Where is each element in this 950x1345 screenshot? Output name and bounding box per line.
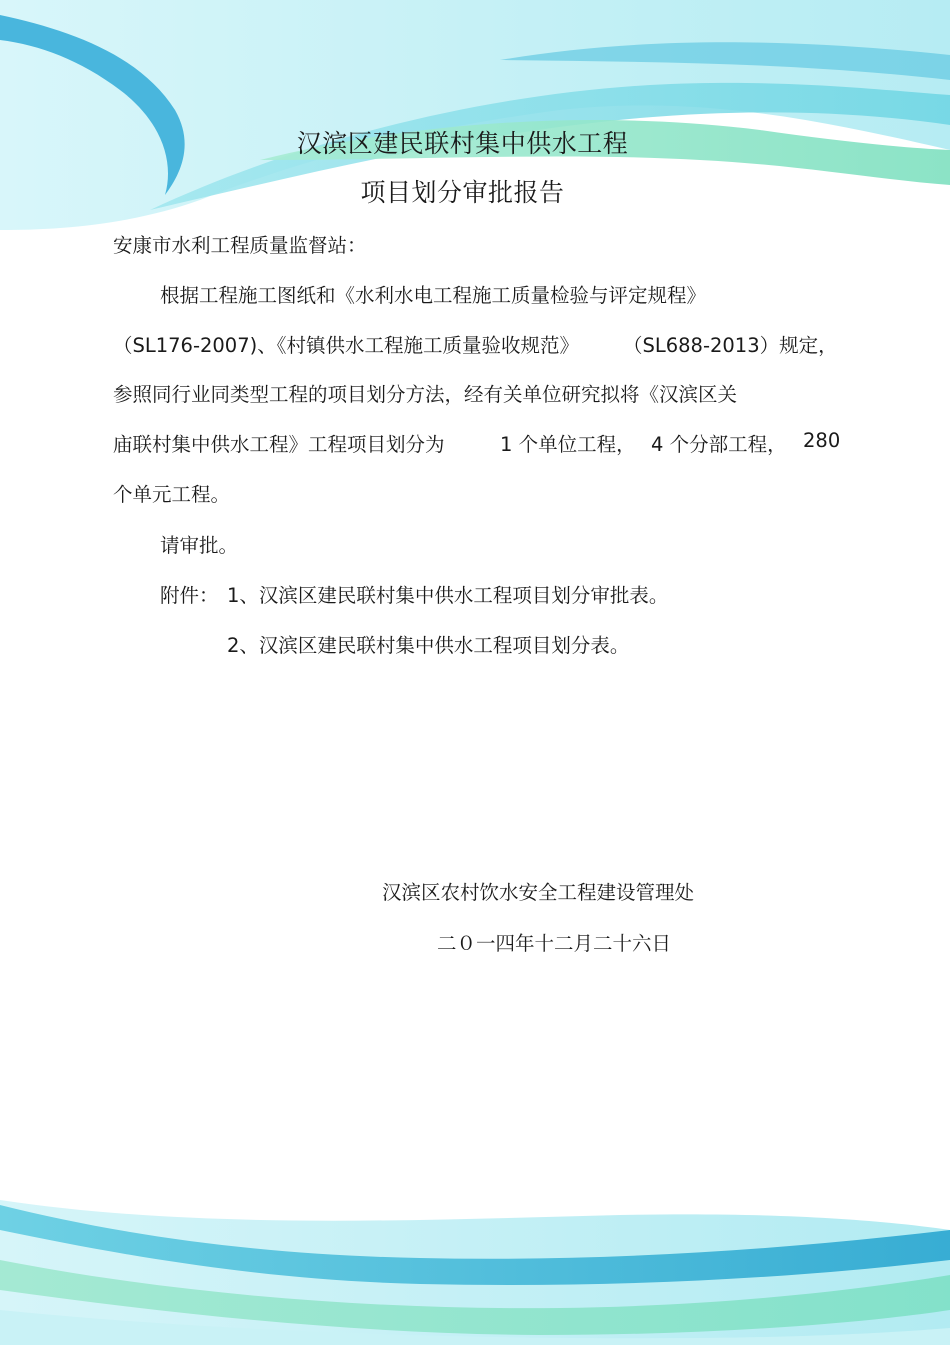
attachments-label: 附件： (160, 584, 219, 607)
report-title-line-1: 汉滨区建民联村集中供水工程 (296, 129, 629, 158)
body-line-2 (113, 330, 843, 358)
body-line-2-standard-a: （SL176-2007)、《村镇供水工程施工质量验收规范》 (113, 334, 579, 357)
body-line-5: 个单元工程。 (113, 483, 231, 506)
body-line-4-text: 庙联村集中供水工程》工程项目划分为 (113, 433, 445, 456)
element-project-count: 280 (803, 429, 841, 452)
division-project-count: 4 个分部工程， (651, 433, 787, 456)
body-line-1: 根据工程施工图纸和《水利水电工程施工质量检验与评定规程》 (160, 284, 707, 307)
unit-project-count: 1 个单位工程， (500, 433, 636, 456)
addressee: 安康市水利工程质量监督站： (113, 234, 367, 257)
signature-organization: 汉滨区农村饮水安全工程建设管理处 (382, 881, 695, 904)
signature-date: 二０一四年十二月二十六日 (437, 932, 672, 955)
body-line-3: 参照同行业同类型工程的项目划分方法，经有关单位研究拟将《汉滨区关 (113, 383, 738, 406)
approval-request: 请审批。 (160, 534, 239, 557)
report-title-line-2: 项目划分审批报告 (360, 178, 565, 207)
bottom-wave-decoration (0, 1160, 950, 1345)
body-line-2-standard-b: （SL688-2013）规定， (623, 334, 838, 357)
attachment-item-2: 2、汉滨区建民联村集中供水工程项目划分表。 (227, 634, 630, 657)
attachment-item-1: 1、汉滨区建民联村集中供水工程项目划分审批表。 (227, 584, 669, 607)
